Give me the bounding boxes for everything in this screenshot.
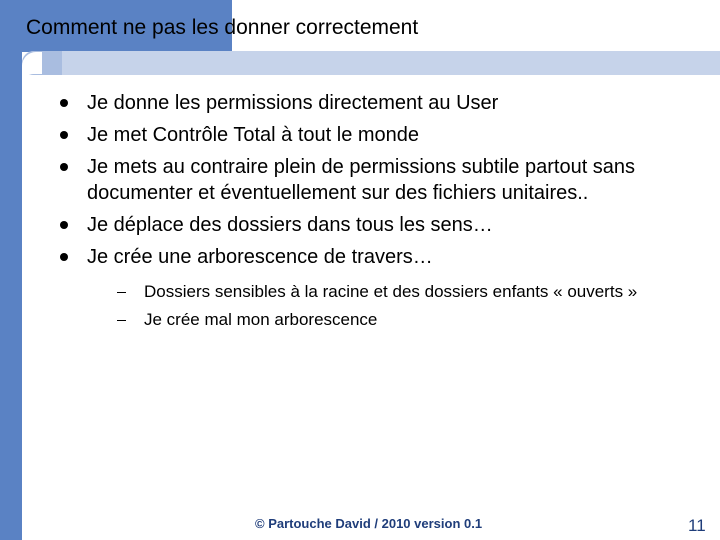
- bullet-icon: [60, 131, 68, 139]
- bullet-item: [60, 122, 710, 148]
- bullet-item: [60, 244, 710, 334]
- bullet-icon: [60, 99, 68, 107]
- frame-corner: [22, 52, 42, 74]
- title-underline-bar: [22, 51, 720, 75]
- left-accent-band: [0, 0, 22, 540]
- bullet-icon: [60, 163, 68, 171]
- bullet-icon: [60, 221, 68, 229]
- footer-copyright: © Partouche David / 2010 version 0.1: [255, 516, 483, 531]
- sub-bullet-list: [87, 278, 710, 334]
- bullet-item: [60, 212, 710, 238]
- sub-bullet-item: [87, 278, 710, 306]
- bullet-text: Je crée une arborescence de travers…: [87, 246, 433, 268]
- dash-icon: [117, 292, 126, 293]
- slide-content: [60, 90, 710, 340]
- bullet-text: Je mets au contraire plein de permissions subtile partout sans documenter et éventuellement sur des fichiers unitaires..: [87, 156, 636, 204]
- bullet-text: Je met Contrôle Total à tout le monde: [87, 124, 420, 146]
- bullet-text: Je donne les permissions directement au User: [87, 92, 499, 114]
- sub-bullet-text: Je crée mal mon arborescence: [144, 310, 378, 329]
- page-number: 11: [688, 516, 706, 535]
- bullet-item: [60, 90, 710, 116]
- sub-bullet-text: Dossiers sensibles à la racine et des dossiers enfants « ouverts »: [144, 282, 638, 301]
- dash-icon: [117, 320, 126, 321]
- bullet-text: Je déplace des dossiers dans tous les sens…: [87, 214, 493, 236]
- slide-title: Comment ne pas les donner correctement: [26, 16, 419, 39]
- sub-bullet-item: [87, 306, 710, 334]
- bullet-icon: [60, 253, 68, 261]
- bullet-item: [60, 154, 710, 206]
- bullet-list: [60, 90, 710, 334]
